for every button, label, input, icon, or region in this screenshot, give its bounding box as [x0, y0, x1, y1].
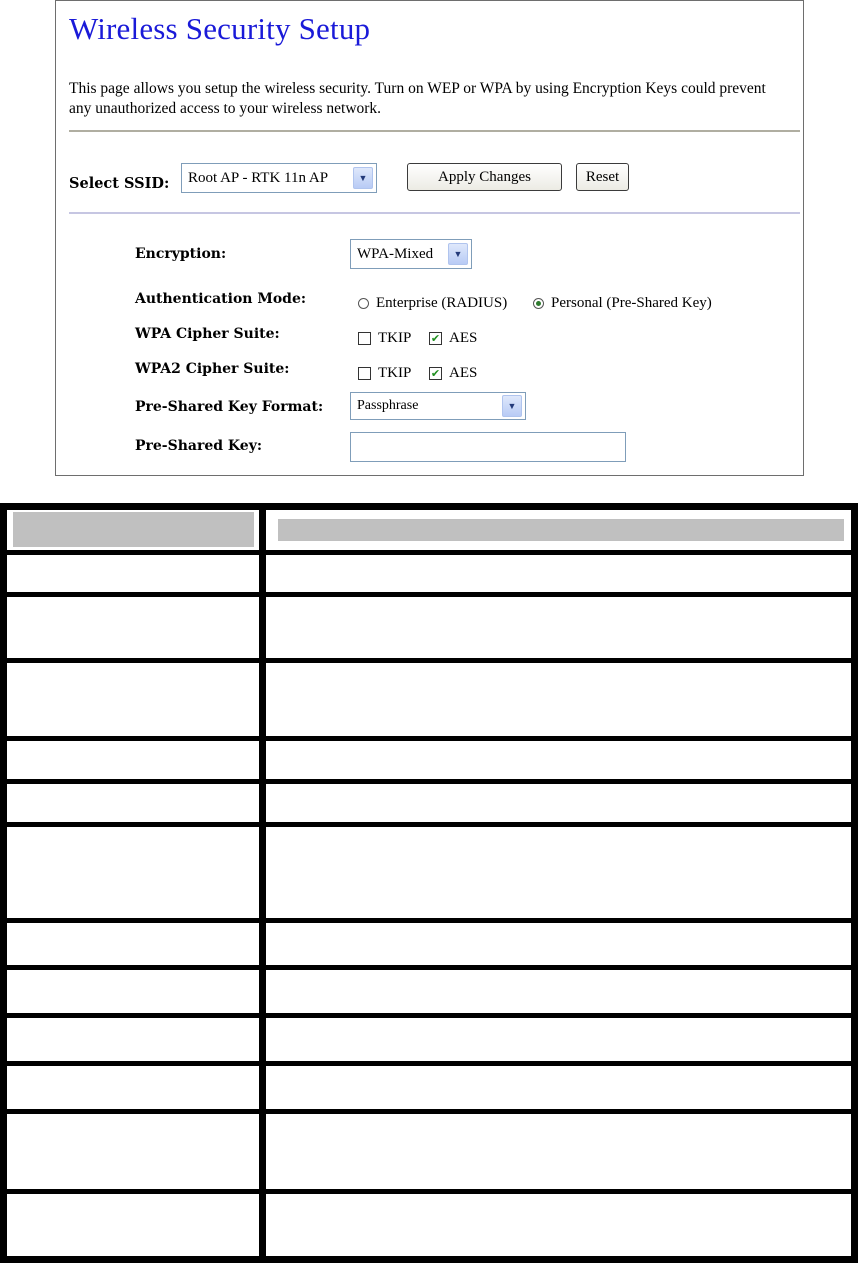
wpa2-tkip-checkbox[interactable] — [358, 367, 371, 380]
table-cell — [7, 1066, 259, 1109]
ssid-label: Select SSID: — [69, 175, 170, 192]
ssid-select-value: Root AP - RTK 11n AP — [188, 169, 329, 186]
encryption-select-value: WPA-Mixed — [357, 245, 434, 262]
table-cell — [7, 597, 259, 658]
wpa-aes-label: AES — [449, 330, 478, 346]
table-cell — [266, 970, 851, 1013]
wpa2-cipher-label: WPA2 Cipher Suite: — [135, 361, 290, 377]
table-header-bar — [13, 512, 254, 547]
table-cell — [7, 1018, 259, 1061]
radio-enterprise[interactable] — [358, 298, 369, 309]
auth-enterprise-option[interactable] — [358, 295, 507, 312]
page-title: Wireless Security Setup — [69, 11, 371, 46]
table-cell — [7, 923, 259, 965]
table-cell — [266, 1114, 851, 1189]
table-cell — [266, 741, 851, 779]
auth-mode-label: Authentication Mode: — [135, 291, 307, 307]
table-cell — [7, 784, 259, 822]
wpa2-aes-option[interactable] — [429, 365, 477, 382]
auth-personal-label: Personal (Pre-Shared Key) — [551, 295, 712, 311]
table-cell — [7, 555, 259, 592]
wpa-tkip-checkbox[interactable] — [358, 332, 371, 345]
wpa-tkip-option[interactable] — [358, 330, 411, 347]
table-cell — [7, 1194, 259, 1256]
auth-personal-option[interactable] — [533, 295, 712, 312]
wireless-security-panel — [55, 0, 804, 476]
divider — [69, 212, 800, 214]
wpa-tkip-label: TKIP — [378, 330, 412, 346]
table-cell — [266, 597, 851, 658]
table-cell — [7, 663, 259, 736]
apply-changes-button[interactable]: Apply Changes — [407, 163, 562, 191]
page-description: This page allows you setup the wireless security. Turn on WEP or WPA by using Encryption Keys could prevent any unauthorized access to your wireless network. — [69, 80, 766, 117]
radio-personal[interactable] — [533, 298, 544, 309]
wpa2-tkip-option[interactable] — [358, 365, 411, 382]
table-cell — [7, 1114, 259, 1189]
wpa-cipher-label: WPA Cipher Suite: — [135, 326, 280, 342]
auth-enterprise-label: Enterprise (RADIUS) — [376, 295, 508, 311]
psk-format-select[interactable] — [350, 392, 526, 420]
check-icon: ✔ — [430, 332, 441, 345]
table-cell — [7, 741, 259, 779]
wpa-aes-option[interactable] — [429, 330, 477, 347]
chevron-down-icon[interactable]: ▼ — [353, 167, 373, 189]
chevron-down-icon[interactable]: ▼ — [502, 395, 522, 417]
wpa2-tkip-label: TKIP — [378, 365, 412, 381]
table-cell — [266, 923, 851, 965]
check-icon: ✔ — [430, 367, 441, 380]
table-cell — [266, 1194, 851, 1256]
divider — [69, 130, 800, 132]
encryption-select[interactable] — [350, 239, 472, 269]
chevron-down-icon[interactable]: ▼ — [448, 243, 468, 265]
table-cell — [266, 555, 851, 592]
table-cell — [7, 970, 259, 1013]
ssid-select[interactable] — [181, 163, 377, 193]
table-cell — [266, 784, 851, 822]
table-cell — [7, 827, 259, 918]
psk-format-label: Pre-Shared Key Format: — [135, 399, 324, 415]
table-cell — [266, 1018, 851, 1061]
wpa-aes-checkbox[interactable] — [429, 332, 442, 345]
psk-input[interactable] — [350, 432, 626, 462]
wpa2-aes-checkbox[interactable] — [429, 367, 442, 380]
wpa2-aes-label: AES — [449, 365, 478, 381]
table-header-bar — [278, 519, 844, 541]
table-cell — [266, 1066, 851, 1109]
psk-label: Pre-Shared Key: — [135, 438, 262, 454]
description-table — [0, 503, 858, 1263]
table-cell — [266, 827, 851, 918]
psk-format-select-value: Passphrase — [357, 398, 419, 413]
table-cell — [266, 663, 851, 736]
encryption-label: Encryption: — [135, 246, 227, 262]
reset-button[interactable]: Reset — [576, 163, 629, 191]
